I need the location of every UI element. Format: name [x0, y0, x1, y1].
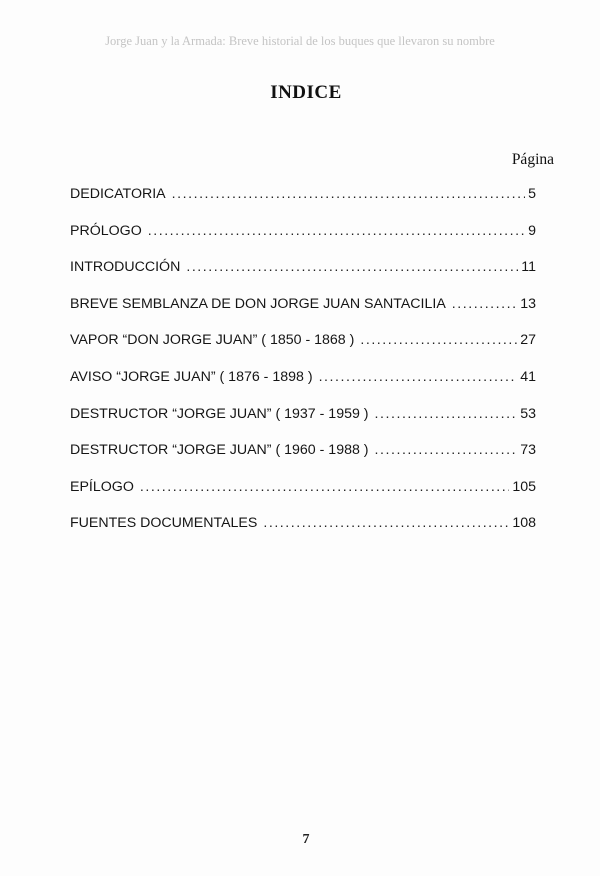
page-number: 7 — [302, 832, 310, 847]
toc-entry-page: 11 — [521, 259, 536, 276]
toc-entry-title: DESTRUCTOR “JORGE JUAN” ( 1960 - 1988 ) — [70, 442, 369, 459]
toc-leader-dots — [263, 515, 509, 531]
toc-leader-dots — [172, 186, 525, 202]
toc-entry — [70, 296, 536, 333]
running-header: Jorge Juan y la Armada: Breve historial de los buques que llevaron su nombre — [105, 34, 495, 48]
toc-entry-title: VAPOR “DON JORGE JUAN” ( 1850 - 1868 ) — [70, 332, 355, 349]
toc-entry-title: EPÍLOGO — [70, 478, 134, 495]
toc-leader-dots — [375, 442, 518, 458]
toc-entry-page: 53 — [520, 405, 536, 422]
toc-leader-dots — [452, 296, 517, 312]
toc-entry — [70, 186, 536, 223]
toc-entry-page: 5 — [528, 186, 536, 202]
toc-leader-dots — [360, 332, 517, 348]
toc-leader-dots — [148, 223, 525, 239]
toc-entry-title: FUENTES DOCUMENTALES — [70, 515, 258, 532]
toc-entry-page: 9 — [528, 222, 536, 239]
toc-entry-title: BREVE SEMBLANZA DE DON JORGE JUAN SANTACILIA — [70, 295, 446, 312]
toc-entry-page: 73 — [520, 442, 536, 459]
toc-entry — [70, 369, 536, 406]
toc-entry-title: PRÓLOGO — [70, 222, 142, 239]
toc-entry-page: 13 — [520, 295, 536, 312]
toc-entry-page: 27 — [520, 332, 536, 349]
toc-entry-page: 41 — [520, 368, 536, 385]
toc-entry — [70, 259, 536, 296]
toc-leader-dots — [186, 259, 518, 275]
page-column-label: Página — [511, 151, 554, 168]
toc-entry — [70, 442, 536, 479]
toc-leader-dots — [375, 406, 518, 422]
toc-leader-dots — [319, 369, 518, 385]
toc-entry — [70, 223, 536, 260]
toc-entry-title: DESTRUCTOR “JORGE JUAN” ( 1937 - 1959 ) — [70, 405, 369, 422]
toc-entry-page: 105 — [512, 478, 536, 495]
toc-entry — [70, 406, 536, 443]
toc-entry-page: 108 — [512, 515, 536, 532]
page-title: INDICE — [270, 82, 342, 103]
toc-entry — [70, 479, 536, 516]
toc-entry-title: DEDICATORIA — [70, 186, 166, 202]
toc-entry-title: AVISO “JORGE JUAN” ( 1876 - 1898 ) — [70, 368, 313, 385]
table-of-contents — [70, 186, 536, 552]
toc-leader-dots — [140, 479, 509, 495]
toc-entry-title: INTRODUCCIÓN — [70, 259, 181, 276]
toc-entry — [70, 515, 536, 552]
toc-entry — [70, 332, 536, 369]
